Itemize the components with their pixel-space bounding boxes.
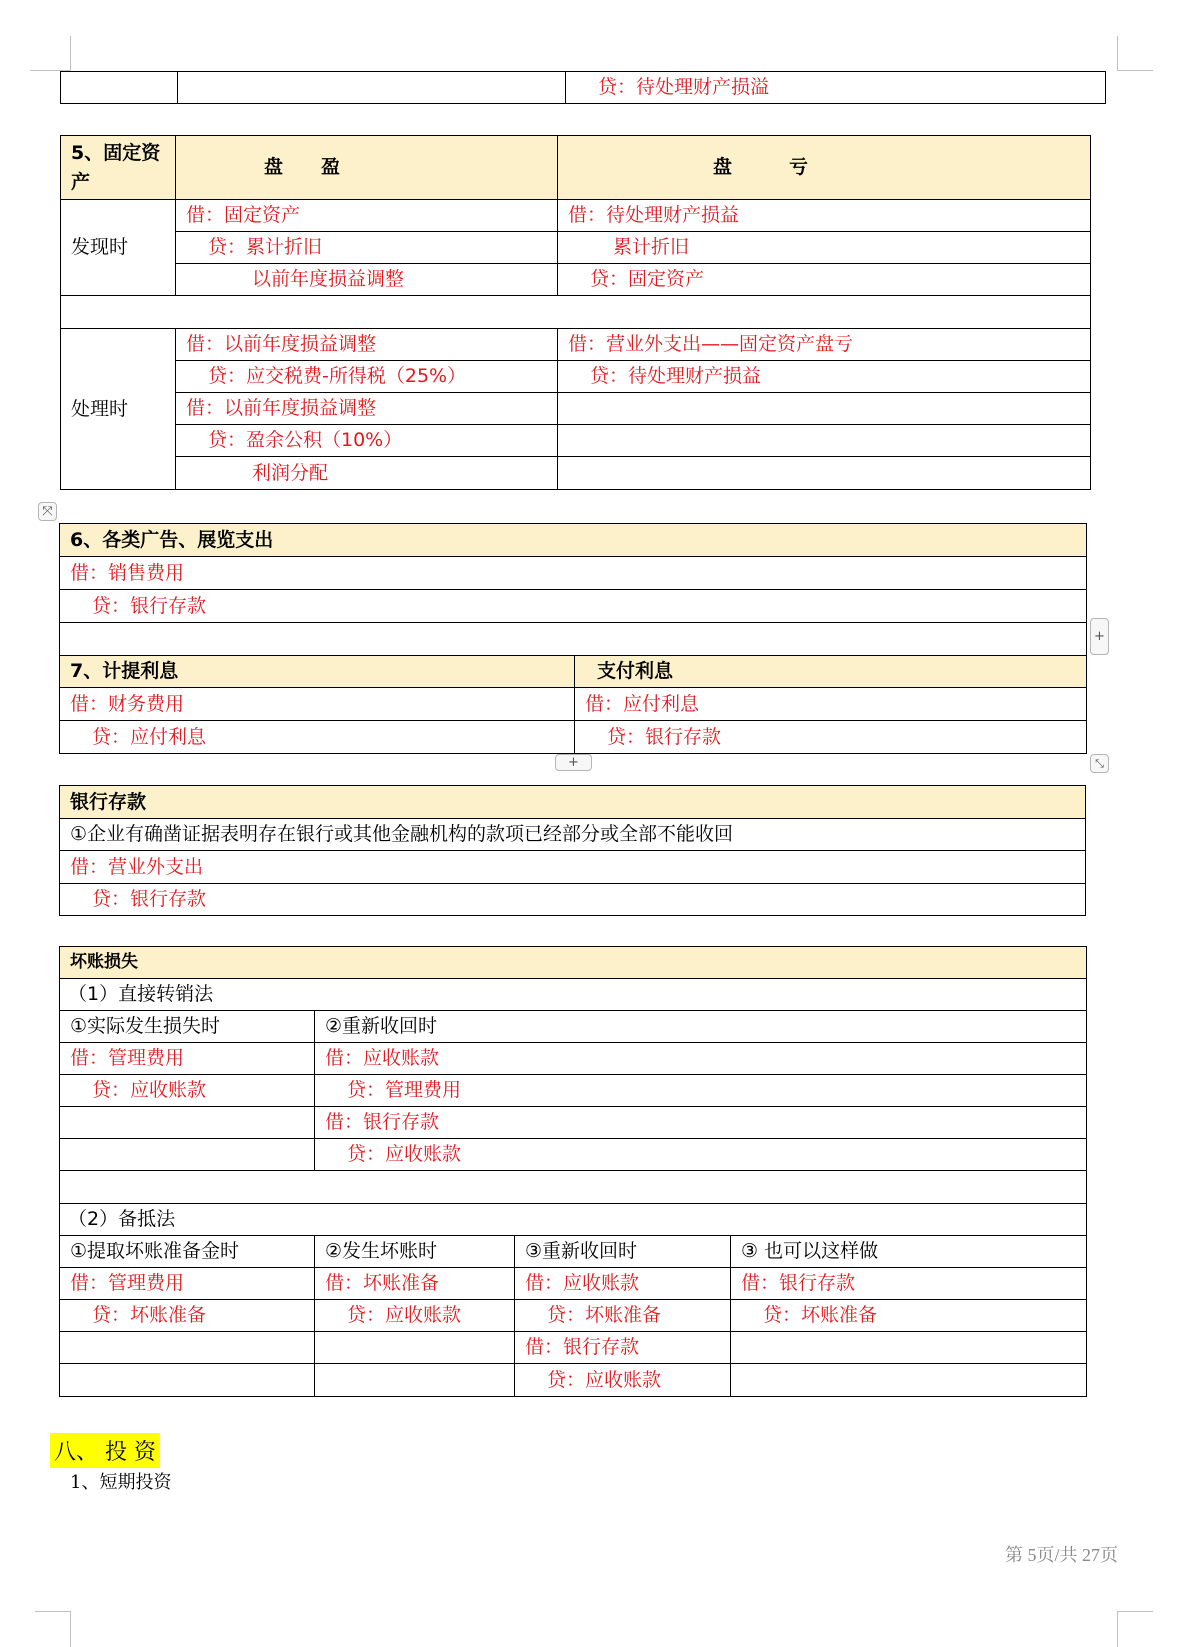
- process-gain-line: 贷：应交税费-所得税（25%）: [176, 361, 558, 393]
- process-gain-line: 借：以前年度损益调整: [176, 329, 558, 361]
- m2-col2-header: ②发生坏账时: [315, 1236, 515, 1268]
- m2-col3-header: ③重新收回时: [515, 1236, 731, 1268]
- bad-debt-table: [59, 946, 1087, 1397]
- discover-loss-line: 贷：固定资产: [558, 264, 1091, 296]
- process-loss-line: 贷：待处理财产损益: [558, 361, 1091, 393]
- bank-deposit-title: 银行存款: [60, 786, 1086, 819]
- empty-cell: [315, 1364, 515, 1397]
- pay-interest-title: 支付利息: [575, 656, 1087, 688]
- process-label: 处理时: [61, 329, 176, 490]
- ads-line: 贷：银行存款: [60, 590, 1087, 623]
- page-number: 第 5页/共 27页: [1005, 1545, 1119, 1565]
- ads-line: 借：销售费用: [60, 557, 1087, 590]
- m1-col1-line: 借：管理费用: [60, 1043, 315, 1075]
- m1-col2-line: 贷：管理费用: [315, 1075, 1087, 1107]
- page-corner-mark-top-right: [1117, 36, 1153, 71]
- m1-col2-header: ②重新收回时: [315, 1011, 1087, 1043]
- m1-col1-line: 贷：应收账款: [60, 1075, 315, 1107]
- bank-deposit-table: [59, 785, 1086, 916]
- m2-col1-line: 借：管理费用: [60, 1268, 315, 1300]
- empty-cell: [60, 1332, 315, 1364]
- prev-table-cell: [178, 72, 566, 104]
- empty-cell: [60, 1107, 315, 1139]
- process-gain-line: 贷：盈余公积（10%）: [176, 425, 558, 457]
- m2-col4-header: ③ 也可以这样做: [731, 1236, 1087, 1268]
- method2-title: （2）备抵法: [60, 1204, 1087, 1236]
- bad-debt-title: 坏账损失: [60, 947, 1087, 979]
- pay-interest-line: 借：应付利息: [575, 688, 1087, 721]
- empty-cell: [60, 1139, 315, 1171]
- process-gain-line: 借：以前年度损益调整: [176, 393, 558, 425]
- spacer-row: [60, 623, 1087, 656]
- discover-gain-line: 贷：累计折旧: [176, 232, 558, 264]
- add-column-button-icon[interactable]: +: [1090, 618, 1109, 655]
- discover-label: 发现时: [61, 200, 176, 296]
- col-header-loss: 盘 亏: [558, 136, 1091, 200]
- empty-cell: [731, 1364, 1087, 1397]
- bank-deposit-line: 贷：银行存款: [60, 884, 1086, 916]
- spacer-row: [60, 1171, 1087, 1204]
- empty-cell: [558, 425, 1091, 457]
- m2-col1-header: ①提取坏账准备金时: [60, 1236, 315, 1268]
- page-corner-mark-bottom-right: [1117, 1611, 1153, 1647]
- ads-interest-table: [59, 523, 1087, 754]
- m2-col2-line: 借：坏账准备: [315, 1268, 515, 1300]
- m2-col1-line: 贷：坏账准备: [60, 1300, 315, 1332]
- section-8-heading: 八、 投 资: [50, 1433, 160, 1468]
- fixed-assets-table: [60, 135, 1091, 490]
- empty-cell: [315, 1332, 515, 1364]
- prev-table-credit-entry: 贷：待处理财产损溢: [566, 72, 1106, 104]
- table-resize-handle-icon[interactable]: ⤡: [1090, 754, 1109, 773]
- discover-gain-line: 以前年度损益调整: [176, 264, 558, 296]
- fixed-assets-title: 5、固定资产: [61, 136, 176, 200]
- page-corner-mark-top-left: [30, 36, 71, 71]
- discover-gain-line: 借：固定资产: [176, 200, 558, 232]
- m1-col1-header: ①实际发生损失时: [60, 1011, 315, 1043]
- prev-table-cell: [61, 72, 178, 104]
- table-move-handle-icon[interactable]: ⤧: [38, 502, 57, 521]
- ads-title: 6、各类广告、展览支出: [60, 524, 1087, 557]
- m1-col2-line: 借：应收账款: [315, 1043, 1087, 1075]
- discover-loss-line: 累计折旧: [558, 232, 1091, 264]
- m2-col2-line: 贷：应收账款: [315, 1300, 515, 1332]
- m2-col3-line: 贷：应收账款: [515, 1364, 731, 1397]
- section-8-subheading: 1、短期投资: [70, 1472, 172, 1493]
- bank-deposit-line: 借：营业外支出: [60, 851, 1086, 884]
- m2-col3-line: 贷：坏账准备: [515, 1300, 731, 1332]
- empty-cell: [60, 1364, 315, 1397]
- m2-col3-line: 借：应收账款: [515, 1268, 731, 1300]
- m2-col4-line: 贷：坏账准备: [731, 1300, 1087, 1332]
- process-gain-line: 利润分配: [176, 457, 558, 490]
- empty-cell: [558, 393, 1091, 425]
- discover-loss-line: 借：待处理财产损益: [558, 200, 1091, 232]
- process-loss-line: 借：营业外支出——固定资产盘亏: [558, 329, 1091, 361]
- pay-interest-line: 贷：银行存款: [575, 721, 1087, 754]
- accrue-interest-title: 7、计提利息: [60, 656, 575, 688]
- method1-title: （1）直接转销法: [60, 979, 1087, 1011]
- page-corner-mark-bottom-left: [35, 1611, 71, 1647]
- col-header-gain: 盘 盈: [176, 136, 558, 200]
- bank-deposit-desc: ①企业有确凿证据表明存在银行或其他金融机构的款项已经部分或全部不能收回: [60, 819, 1086, 851]
- prev-table: [60, 71, 1106, 104]
- empty-cell: [731, 1332, 1087, 1364]
- accrue-interest-line: 借：财务费用: [60, 688, 575, 721]
- m2-col3-line: 借：银行存款: [515, 1332, 731, 1364]
- m1-col2-line: 贷：应收账款: [315, 1139, 1087, 1171]
- empty-cell: [558, 457, 1091, 490]
- accrue-interest-line: 贷：应付利息: [60, 721, 575, 754]
- m2-col4-line: 借：银行存款: [731, 1268, 1087, 1300]
- spacer-row: [61, 296, 1091, 329]
- m1-col2-line: 借：银行存款: [315, 1107, 1087, 1139]
- add-row-button-icon[interactable]: +: [555, 754, 592, 771]
